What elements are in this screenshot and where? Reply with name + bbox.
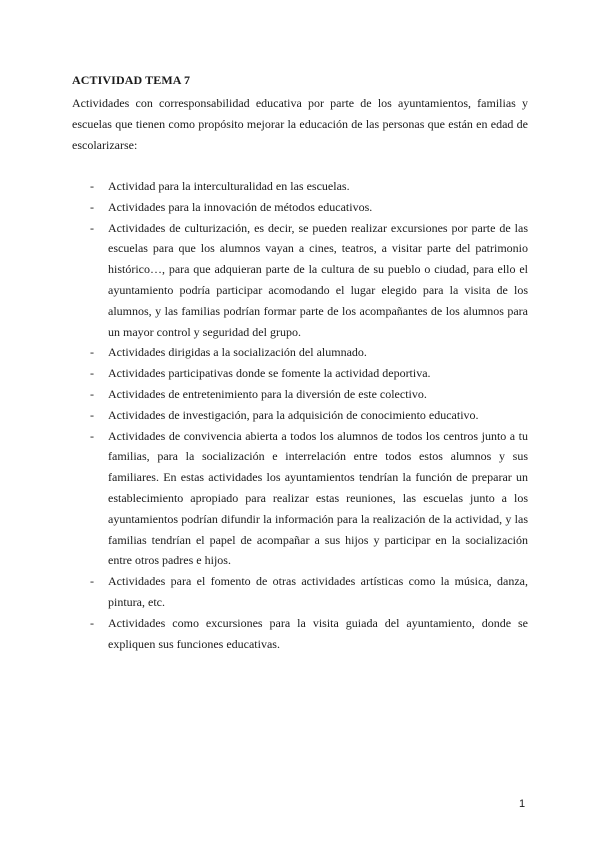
list-item: [72, 363, 528, 384]
bullet-dash: -: [90, 386, 94, 401]
list-item-text: Actividades participativas donde se fomente la actividad deportiva.: [108, 366, 431, 381]
bullet-dash: -: [90, 220, 94, 235]
list-item-text: Actividades de entretenimiento para la diversión de este colectivo.: [108, 386, 427, 401]
list-item-text: Actividades para el fomento de otras actividades artísticas como la música, danza, pintura, etc.: [108, 574, 528, 609]
list-item-text: Actividades como excursiones para la visita guiada del ayuntamiento, donde se expliquen sus funciones educativas.: [108, 615, 528, 651]
list-item: [72, 384, 528, 405]
list-item-text: Actividades de investigación, para la adquisición de conocimiento educativo.: [108, 407, 479, 422]
bullet-dash: -: [90, 366, 94, 381]
list-item: [72, 218, 528, 343]
list-item-text: Actividades dirigidas a la socialización del alumnado.: [108, 345, 367, 360]
bullet-dash: -: [90, 615, 94, 630]
bullet-dash: -: [90, 428, 94, 443]
list-item-text: Actividades de culturización, es decir, se pueden realizar excursiones por parte de las escuelas para que los alumnos vayan a cines, teatros, a visitar parte del patrimonio histórico…, para que adquieran parte de la cultura de su pueblo o ciudad, para ello el ayuntamiento podría participar acomodando el lugar elegido para la visita de los alumnos, y las familias podrían formar parte de los acompañantes de los alumnos para un mayor control y seguridad del grupo.: [108, 220, 528, 339]
list-item-text: Actividades para la innovación de métodos educativos.: [108, 199, 373, 214]
bullet-dash: -: [90, 407, 94, 422]
bullet-dash: -: [90, 179, 94, 193]
list-item: [72, 342, 528, 363]
list-item: [72, 176, 528, 197]
list-item-text: Actividades de convivencia abierta a todos los alumnos de todos los centros junto a tu familias, para la socialización e interrelación entre todos estos alumnos y sus familiares. En estas actividades los ayuntamientos tendrían la función de preparar un establecimiento apropiado para realizar estas reuniones, las escuelas junto a los ayuntamientos podrían difundir la información para la realización de la actividad, y las familias tendrían el papel de acompañar a sus hijos y participar en la socialización entre otros padres e hijos.: [108, 428, 528, 568]
list-item: [72, 197, 528, 218]
list-item: [72, 571, 528, 613]
bullet-dash: -: [90, 199, 94, 214]
intro-paragraph: Actividades con corresponsabilidad educativa por parte de los ayuntamientos, familias y escuelas que tienen como propósito mejorar la educación de las personas que están en edad de escolarizarse:: [72, 96, 528, 152]
list-item-text: Actividad para la interculturalidad en las escuelas.: [108, 179, 350, 193]
bullet-dash: -: [90, 345, 94, 360]
list-item: [72, 426, 528, 572]
document-title: ACTIVIDAD TEMA 7: [72, 73, 191, 87]
bullet-dash: -: [90, 574, 94, 589]
list-item: [72, 405, 528, 426]
page-number: 1: [519, 798, 526, 810]
list-item: [72, 613, 528, 655]
activity-list: [72, 176, 528, 654]
